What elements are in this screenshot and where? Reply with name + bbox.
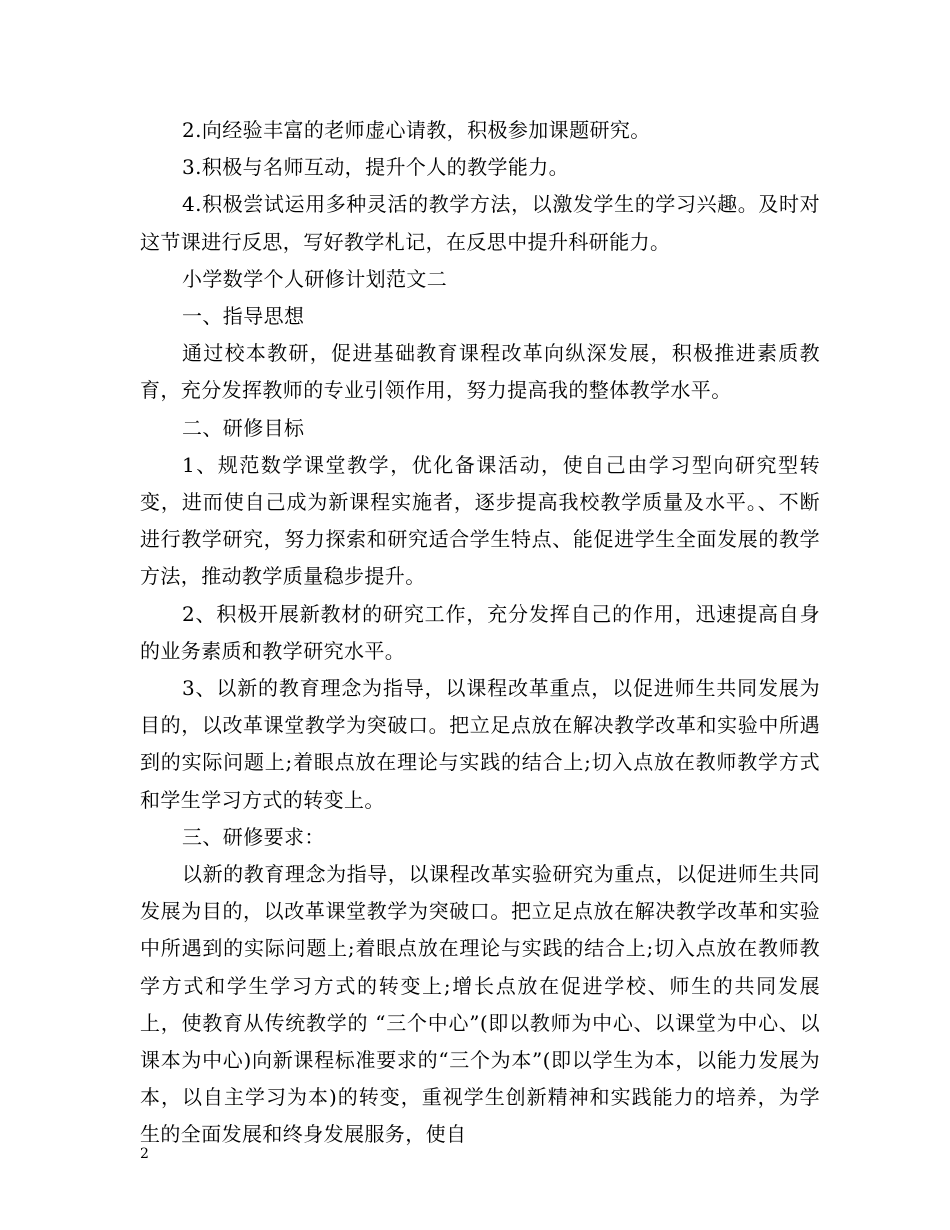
paragraph-goal-1: 1、规范数学课堂教学，优化备课活动，使自己由学习型向研究型转变，进而使自己成为新课程实施者，逐步提高我校教学质量及水平。、不断进行教学研究，努力探索和研究适合学生特点、能促进学生全面发展的教学方法，推动教学质量稳步提升。	[140, 452, 820, 589]
document-body	[140, 112, 820, 1154]
paragraph-item-4: 4.积极尝试运用多种灵活的教学方法，以激发学生的学习兴趣。及时对这节课进行反思，写好教学札记，在反思中提升科研能力。	[140, 192, 820, 254]
page-number: 2	[140, 1146, 149, 1162]
paragraph-goal-2: 2、积极开展新教材的研究工作，充分发挥自己的作用，迅速提高自身的业务素质和教学研究水平。	[140, 601, 820, 663]
heading-guiding-thought: 一、指导思想	[182, 304, 305, 329]
paragraph-item-3: 3.积极与名师互动，提升个人的教学能力。	[182, 155, 570, 180]
paragraph-item-2: 2.向经验丰富的老师虚心请教，积极参加课题研究。	[182, 118, 651, 142]
heading-research-requirements: 三、研修要求：	[182, 824, 325, 849]
paragraph-guiding-thought: 通过校本教研，促进基础教育课程改革向纵深发展，积极推进素质教育，充分发挥教师的专业引领作用，努力提高我的整体教学水平。	[140, 341, 820, 403]
paragraph-goal-3: 3、以新的教育理念为指导，以课程改革重点，以促进师生共同发展为目的，以改革课堂教学为突破口。把立足点放在解决教学改革和实验中所遇到的实际问题上;着眼点放在理论与实践的结合上;切入点放在教师教学方式和学生学习方式的转变上。	[140, 676, 820, 812]
heading-research-goals: 二、研修目标	[182, 415, 305, 440]
paragraph-requirements: 以新的教育理念为指导，以课程改革实验研究为重点，以促进师生共同发展为目的，以改革课堂教学为突破口。把立足点放在解决教学改革和实验中所遇到的实际问题上;着眼点放在理论与实践的结合上;切入点放在教师教学方式和学生学习方式的转变上;增长点放在促进学校、师生的共同发展上，使教育从传统教学的 “三个中心”(即以教师为中心、以课堂为中心、以课本为中心)向新课程标准要求的“三个为本”(即以学生为本，以能力发展为本，以自主学习为本)的转变，重视学生创新精神和实践能力的培养，为学生的全面发展和终身发展服务，使自	[140, 862, 820, 1147]
section-title: 小学数学个人研修计划范文二	[182, 266, 448, 291]
